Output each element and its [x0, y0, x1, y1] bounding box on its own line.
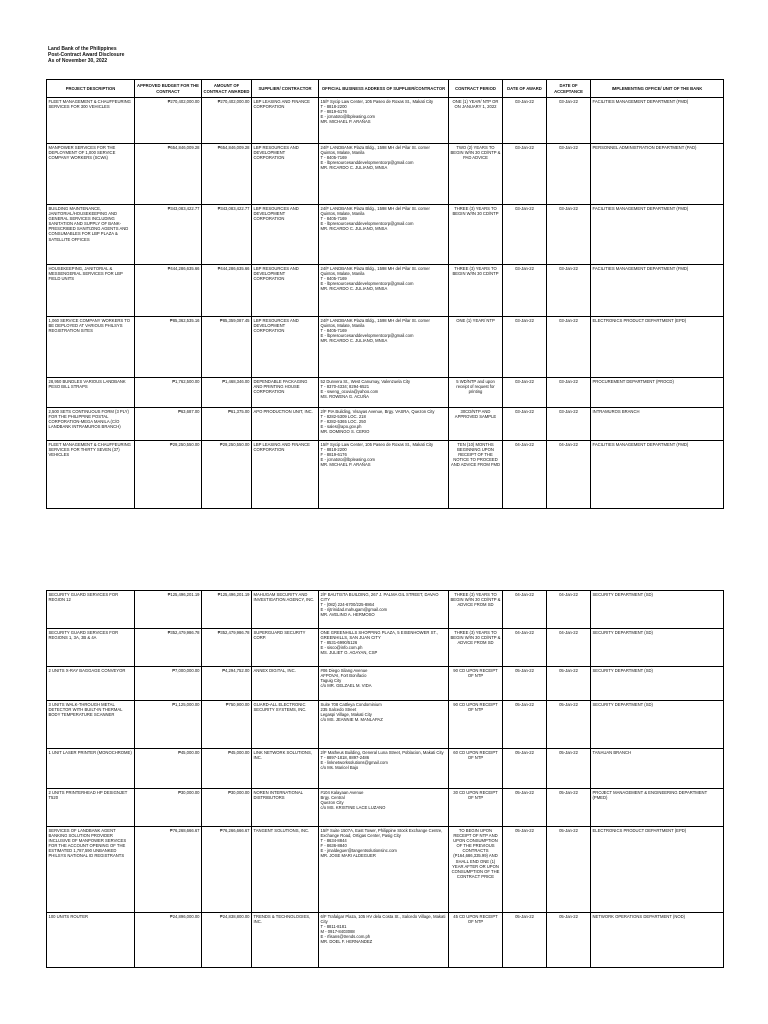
contract-period: THREE (3) YEARS TO BEGIN W/IN 30 CD/NTP: [449, 205, 503, 265]
award-date: 05-Jan-22: [503, 827, 547, 913]
col-header-office: IMPLEMENTING OFFICE/ UNIT OF THE BANK: [591, 80, 724, 98]
project-description: MANPOWER SERVICES FOR THE DEPLOYMENT OF 1,000 SERVICE COMPANY WORKERS (SCWs): [47, 144, 135, 205]
acceptance-date: 04-Jan-22: [547, 441, 591, 509]
award-date: 03-Jan-22: [503, 98, 547, 144]
award-date: 03-Jan-22: [503, 205, 547, 265]
project-description: FLEET MANAGEMENT & CHAUFFEURING SERVICES FOR 300 VEHICLES: [47, 98, 135, 144]
implementing-office: SECURITY DEPARTMENT (SD): [591, 591, 724, 629]
approved-budget: ₱125,496,201.19: [135, 591, 202, 629]
contract-amount: ₱29,250,550.00: [202, 441, 252, 509]
supplier-name: ANNEX DIGITAL, INC.: [252, 667, 319, 701]
implementing-office: SECURITY DEPARTMENT (SD): [591, 701, 724, 749]
table-row: [47, 205, 724, 265]
award-date: 05-Jan-22: [503, 667, 547, 701]
contract-period: THREE (3) YEARS TO BEGIN W/IN 30 CD/NTP & ADVICE FROM SD: [449, 591, 503, 629]
document-title: Post-Contract Award Disclosure: [48, 52, 125, 58]
approved-budget: ₱343,083,422.77: [135, 205, 202, 265]
approved-budget: ₱1,762,500.00: [135, 378, 202, 408]
acceptance-date: 05-Jan-22: [547, 827, 591, 913]
acceptance-date: 03-Jan-22: [547, 205, 591, 265]
table-row: [47, 317, 724, 378]
col-header-abc: APPROVED BUDGET FOR THE CONTRACT: [135, 80, 202, 98]
contract-amount: ₱30,000.00: [202, 789, 252, 827]
table-row: [47, 629, 724, 667]
contract-period: THREE (3) YEARS TO BEGIN W/IN 30 CD/NTP & ADVICE FROM SD: [449, 629, 503, 667]
award-date: 03-Jan-22: [503, 265, 547, 317]
supplier-name: TANGENT SOLUTIONS, INC.: [252, 827, 319, 913]
contract-amount: ₱750,900.00: [202, 701, 252, 749]
approved-budget: ₱24,896,000.00: [135, 913, 202, 968]
project-description: 2 UNITS X-RAY BAGGAGE CONVEYOR: [47, 667, 135, 701]
business-address: 24/F LANDBANK Plaza Bldg., 1598 MH del Pilar St. corner Quintos, Malate, Manila T - 8405-7169 E - lbpresourcesanddevelopmentcorp@gmail.com MR. RICARDO C. JULIANO, MNSA: [319, 265, 449, 317]
acceptance-date: 03-Jan-22: [547, 408, 591, 441]
award-date: 05-Jan-22: [503, 701, 547, 749]
contract-period: TO BEGIN UPON RECEIPT OF NTP AND UPON CONSUMPTION OF THE PREVIOUS CONTRACTS (P164,686,335.99) AND SHALL END ONE (1) YEAR AFTER OR UPON CONSUMPTION OF THE CONTRACT PRICE: [449, 827, 503, 913]
contract-amount: ₱45,000.00: [202, 749, 252, 789]
contract-period: THREE (3) YEARS TO BEGIN W/IN 30 CD/NTP: [449, 265, 503, 317]
contract-amount: ₱85,359,087.45: [202, 317, 252, 378]
project-description: 1,060 SERVICE COMPANY WORKERS TO BE DEPLOYED AT VARIOUS PHILSYS REGISTRATION SITES: [47, 317, 135, 378]
project-description: SECURITY GUARD SERVICES FOR REGION 12: [47, 591, 135, 629]
acceptance-date: 03-Jan-22: [547, 144, 591, 205]
table-body-page-1: [47, 98, 724, 509]
col-header-acceptance: DATE OF ACCEPTANCE: [547, 80, 591, 98]
business-address: 6/F Trafalgar Plaza, 105 HV dela Costa St., Salcedo Village, Makati City T - 8811-8181 M - 0917-8403088 E - rfisans@trends.com.ph MR. DOEL F. HERNANDEZ: [319, 913, 449, 968]
table-row: [47, 913, 724, 968]
business-address: ONE GREENHILLS SHOPPING PLAZA, 5 EISENHOWER ST., GREENHILLS, SAN JUAN CITY T - 8531-6990/5126 E - sisco@info.com.ph MS. JULIET O. AGAYAN, CSP: [319, 629, 449, 667]
contract-period: 30 CD UPON RECEIPT OF NTP: [449, 789, 503, 827]
approved-budget: ₱76,268,666.67: [135, 827, 202, 913]
business-address: 2/F PIA Building, Visayas Avenue, Brgy. VASRA, Quezon City T - 8282-5309 LOC. 218 F - 8282-5365 LOC. 250 E - sales@apo.gov.ph MR. DOMINGO S. CERIO: [319, 408, 449, 441]
supplier-name: LBP LEASING AND FINANCE CORPORATION: [252, 98, 319, 144]
supplier-name: APO PRODUCTION UNIT, INC.: [252, 408, 319, 441]
supplier-name: MAHUGAM SECURITY AND INVESTIGATION AGENCY, INC.: [252, 591, 319, 629]
implementing-office: SECURITY DEPARTMENT (SD): [591, 629, 724, 667]
approved-budget: ₱85,362,535.16: [135, 317, 202, 378]
contract-period: 90 CD UPON RECEIPT OF NTP: [449, 667, 503, 701]
contract-amount: ₱76,266,666.67: [202, 827, 252, 913]
award-date: 03-Jan-22: [503, 144, 547, 205]
award-date: 04-Jan-22: [503, 591, 547, 629]
award-date: 04-Jan-22: [503, 629, 547, 667]
contract-period: ONE (1) YEAR/ NTP OR ON JANUARY 1, 2022: [449, 98, 503, 144]
contract-amount: ₱125,496,201.19: [202, 591, 252, 629]
contract-amount: ₱654,846,009.28: [202, 144, 252, 205]
business-address: 15/F Sycip Law Center, 105 Paseo de Roxas St., Makati City T - 8818-2200 F - 8819-6176 E - jcmatoto@lbpleasing.com MR. MICHAEL P. ARAÑAS: [319, 441, 449, 509]
project-description: SERVICES OF LANDBANK AGENT BANKING SOLUTION PROVIDER INCLUSIVE OF MANPOWER SERVICES FOR THE ACCOUNT OPENING OF THE ESTIMATED 1,787,590 UNBANKED PHILSYS NATIONAL ID REGISTRANTS: [47, 827, 135, 913]
contract-amount: ₱352,479,986.78: [202, 629, 252, 667]
implementing-office: SECURITY DEPARTMENT (SD): [591, 667, 724, 701]
contract-amount: ₱270,402,000.00: [202, 98, 252, 144]
business-address: Suite 708 Cattleya Condominium 235 Salcedo Street Legaspi Village, Makati City c/o MS. JEANNIE M. MANLAPAZ: [319, 701, 449, 749]
approved-budget: ₱654,846,009.28: [135, 144, 202, 205]
project-description: FLEET MANAGEMENT & CHAUFFEURING SERVICES FOR THIRTY SEVEN (37) VEHICLES: [47, 441, 135, 509]
contract-period: ONE (1) YEAR/ NTP: [449, 317, 503, 378]
project-description: 1 UNIT LASER PRINTER (MONOCHROME): [47, 749, 135, 789]
bank-name: Land Bank of the Philippines: [48, 46, 117, 52]
contract-period: 90 CD UPON RECEIPT OF NTP: [449, 701, 503, 749]
table-row: [47, 789, 724, 827]
supplier-name: LBP LEASING AND FINANCE CORPORATION: [252, 441, 319, 509]
col-header-supplier: SUPPLIER/ CONTRACTOR: [252, 80, 319, 98]
table-body-page-2: [47, 591, 724, 968]
acceptance-date: 05-Jan-22: [547, 701, 591, 749]
table-row: [47, 265, 724, 317]
project-description: SECURITY GUARD SERVICES FOR REGIONS 1, 3A, 3B & 4A: [47, 629, 135, 667]
business-address: 2/F Matheus Building, General Luna Street, Poblacion, Makati City T - 8897-1818, 8897-2486 E - linknetworksolutions@gmail.com c/o Ms. Maricel Bajo: [319, 749, 449, 789]
project-description: HOUSEKEEPING, JANITORIAL & MESSENGERIAL SERVICES FOR LBP FIELD UNITS: [47, 265, 135, 317]
contract-period: TWO (2) YEARS TO BEGIN W/IN 30 CD/NTP & PAD ADVICE: [449, 144, 503, 205]
contract-period: 45 CD UPON RECEIPT OF NTP: [449, 913, 503, 968]
business-address: 24/F LANDBANK Plaza Bldg., 1598 MH del Pilar St. corner Quintos, Malate, Manila T - 8405-7169 E - lbpresourcesanddevelopmentcorp@gmail.com MR. RICARDO C. JULIANO, MNSA: [319, 317, 449, 378]
business-address: 24/F LANDBANK Plaza Bldg., 1598 MH del Pilar St. corner Quintos, Malate, Manila T - 8405-7169 E - lbpresourcesanddevelopmentcorp@gmail.com MR. RICARDO C. JULIANO, MNSA: [319, 144, 449, 205]
approved-budget: ₱444,286,635.66: [135, 265, 202, 317]
supplier-name: TRENDS & TECHNOLOGIES, INC.: [252, 913, 319, 968]
table-row: [47, 701, 724, 749]
award-date: 03-Jan-22: [503, 378, 547, 408]
business-address: 52 Dunvera St., West Canumay, Valenzuela City T - 8370-4334; 8294-6521 E - sweng_ocuvia@yahoo.com MS. ROWENA G. ACUÑA: [319, 378, 449, 408]
acceptance-date: 05-Jan-22: [547, 749, 591, 789]
project-description: 100 UNITS ROUTER: [47, 913, 135, 968]
business-address: 24/F LANDBANK Plaza Bldg., 1598 MH del Pilar St. corner Quintos, Malate, Manila T - 8405-7169 E - lbpresourcesanddevelopmentcorp@gmail.com MR. RICARDO C. JULIANO, MNSA: [319, 205, 449, 265]
supplier-name: LBP RESOURCES AND DEVELOPMENT CORPORATION: [252, 317, 319, 378]
table-row: [47, 98, 724, 144]
business-address: 2/F BAUTISTA BUILDING, 267 J. PALMA GIL STREET, DAVAO CITY T - (082) 224-6700/225-8864 E - rijtrinidad.mahugam@gmail.com MR. AVELINO A. HERMOSO: [319, 591, 449, 629]
contract-amount: ₱61,375.00: [202, 408, 252, 441]
acceptance-date: 05-Jan-22: [547, 789, 591, 827]
disclosure-table-page-1: [46, 79, 724, 509]
table-row: [47, 441, 724, 509]
implementing-office: FACILITIES MANAGEMENT DEPARTMENT (FMD): [591, 98, 724, 144]
table-row: [47, 408, 724, 441]
approved-budget: ₱352,479,986.78: [135, 629, 202, 667]
supplier-name: LINK NETWORK SOLUTIONS, INC.: [252, 749, 319, 789]
contract-period: 60 CD UPON RECEIPT OF NTP: [449, 749, 503, 789]
col-header-project: PROJECT DESCRIPTION: [47, 80, 135, 98]
acceptance-date: 03-Jan-22: [547, 265, 591, 317]
col-header-address: OFFICIAL BUSINESS ADDRESS OF SUPPLIER/CONTRACTOR: [319, 80, 449, 98]
implementing-office: PROJECT MANAGEMENT & ENGINEERING DEPARTMENT (PMED): [591, 789, 724, 827]
award-date: 03-Jan-22: [503, 317, 547, 378]
supplier-name: LBP RESOURCES AND DEVELOPMENT CORPORATION: [252, 205, 319, 265]
contract-period: TEN (10) MONTHS BEGINNING UPON RECEIPT OF THE NOTICE TO PROCEED AND ADVICE FROM FMD: [449, 441, 503, 509]
as-of-date: As of November 30, 2022: [48, 58, 108, 64]
disclosure-table-page-2: [46, 590, 724, 968]
implementing-office: INTRAMUROS BRANCH: [591, 408, 724, 441]
approved-budget: ₱7,000,000.00: [135, 667, 202, 701]
col-header-amount: AMOUNT OF CONTRACT AWARDED: [202, 80, 252, 98]
supplier-name: DEPENDABLE PACKAGING AND PRINTING HOUSE CORPORATION: [252, 378, 319, 408]
award-date: 04-Jan-22: [503, 441, 547, 509]
award-date: 05-Jan-22: [503, 913, 547, 968]
project-description: 2 UNITS PRINTERHEAD HP DESIGNJET T520: [47, 789, 135, 827]
approved-budget: ₱45,000.00: [135, 749, 202, 789]
acceptance-date: 04-Jan-22: [547, 629, 591, 667]
acceptance-date: 05-Jan-22: [547, 667, 591, 701]
business-address: 15/F Suite 1507A, East Tower, Philippine Stock Exchange Centre, Exchange Road, Ortigas Center, Pasig City T - 8634-8844 F - 8636-8840 E - jmaldeguer@tangentsolutionsinc.com MR. JOSE MARI ALDEGUER: [319, 827, 449, 913]
acceptance-date: 03-Jan-22: [547, 317, 591, 378]
contract-period: 30CD/NTP AND APPROVED SAMPLE: [449, 408, 503, 441]
business-address: 15/F Sycip Law Center, 105 Paseo de Roxas St., Makati City T - 8818-2200 F - 8819-6176 E - jcmatoto@lbpleasing.com MR. MICHAEL P. ARAÑAS: [319, 98, 449, 144]
col-header-award: DATE OF AWARD: [503, 80, 547, 98]
contract-amount: ₱4,294,752.00: [202, 667, 252, 701]
acceptance-date: 05-Jan-22: [547, 913, 591, 968]
project-description: 2,500 SETS CONTINUOUS FORM (3 PLY) FOR THE PHILIPPINE POSTAL CORPORATION-MEGA MANILA (C/O LANDBANK INTRAMUROS BRANCH): [47, 408, 135, 441]
acceptance-date: 03-Jan-22: [547, 378, 591, 408]
approved-budget: ₱30,000.00: [135, 789, 202, 827]
implementing-office: FACILITIES MANAGEMENT DEPARTMENT (FMD): [591, 205, 724, 265]
document-header: [48, 46, 124, 64]
approved-budget: ₱270,402,000.00: [135, 98, 202, 144]
supplier-name: NOREN INTERNATIONAL DISTRIBUTORS: [252, 789, 319, 827]
acceptance-date: 04-Jan-22: [547, 591, 591, 629]
award-date: 05-Jan-22: [503, 749, 547, 789]
implementing-office: ELECTRONICS PRODUCT DEPARTMENT (EPD): [591, 317, 724, 378]
approved-budget: ₱1,125,000.00: [135, 701, 202, 749]
table-row: [47, 591, 724, 629]
contract-amount: ₱24,838,800.00: [202, 913, 252, 968]
business-address: #104 Kalayaan Avenue Brgy. Central Quezon City c/o MS. KRISTINE LACE LUZANO: [319, 789, 449, 827]
implementing-office: TANAUAN BRANCH: [591, 749, 724, 789]
table-row: [47, 144, 724, 205]
contract-period: 5 WD/NTP and upon receipt of request for printing: [449, 378, 503, 408]
approved-budget: ₱63,687.00: [135, 408, 202, 441]
supplier-name: GUARD-ALL ELECTRONIC SECURITY SYSTEMS, INC.: [252, 701, 319, 749]
implementing-office: PERSONNEL ADMINISTRATION DEPARTMENT (PAD): [591, 144, 724, 205]
business-address: #06 Diego Silang Avenue AFPOVAI, Fort Bonifacio Taguig City c/o MR. GELZAEL M. VIDA: [319, 667, 449, 701]
table-row: [47, 749, 724, 789]
contract-amount: ₱343,083,422.77: [202, 205, 252, 265]
supplier-name: LBP RESOURCES AND DEVELOPMENT CORPORATION: [252, 265, 319, 317]
implementing-office: FACILITIES MANAGEMENT DEPARTMENT (FMD): [591, 265, 724, 317]
award-date: 03-Jan-22: [503, 408, 547, 441]
table-row: [47, 827, 724, 913]
implementing-office: FACILITIES MANAGEMENT DEPARTMENT (FMD): [591, 441, 724, 509]
acceptance-date: 03-Jan-22: [547, 98, 591, 144]
contract-amount: ₱444,286,635.66: [202, 265, 252, 317]
approved-budget: ₱29,250,550.00: [135, 441, 202, 509]
table-row: [47, 378, 724, 408]
implementing-office: PROCUREMENT DEPARTMENT (PROCD): [591, 378, 724, 408]
project-description: BUILDING MAINTENANCE, JANITORIAL/HOUSEKEEPING AND GENERAL SERVICES INCLUDING SANITATION AND SUPPLY OF BANK-PRESCRIBED SANITIZING AGENTS AND CONSUMABLES FOR LBP PLAZA & SATELLITE OFFICES: [47, 205, 135, 265]
project-description: 3 UNITS WALK-THROUGH METAL DETECTOR WITH BUILT-IN THERMAL BODY TEMPERATURE SCANNER: [47, 701, 135, 749]
supplier-name: SUPERGUARD SECURITY CORP.: [252, 629, 319, 667]
implementing-office: NETWORK OPERATIONS DEPARTMENT (NOD): [591, 913, 724, 968]
table-row: [47, 667, 724, 701]
project-description: 28,950 BUNDLES VARIOUS LANDBANK PESO BILL STRAPS: [47, 378, 135, 408]
contract-amount: ₱1,468,346.00: [202, 378, 252, 408]
award-date: 05-Jan-22: [503, 789, 547, 827]
supplier-name: LBP RESOURCES AND DEVELOPMENT CORPORATION: [252, 144, 319, 205]
col-header-period: CONTRACT PERIOD: [449, 80, 503, 98]
implementing-office: ELECTRONICS PRODUCT DEPARTMENT (EPD): [591, 827, 724, 913]
table-header-row: [47, 80, 724, 98]
